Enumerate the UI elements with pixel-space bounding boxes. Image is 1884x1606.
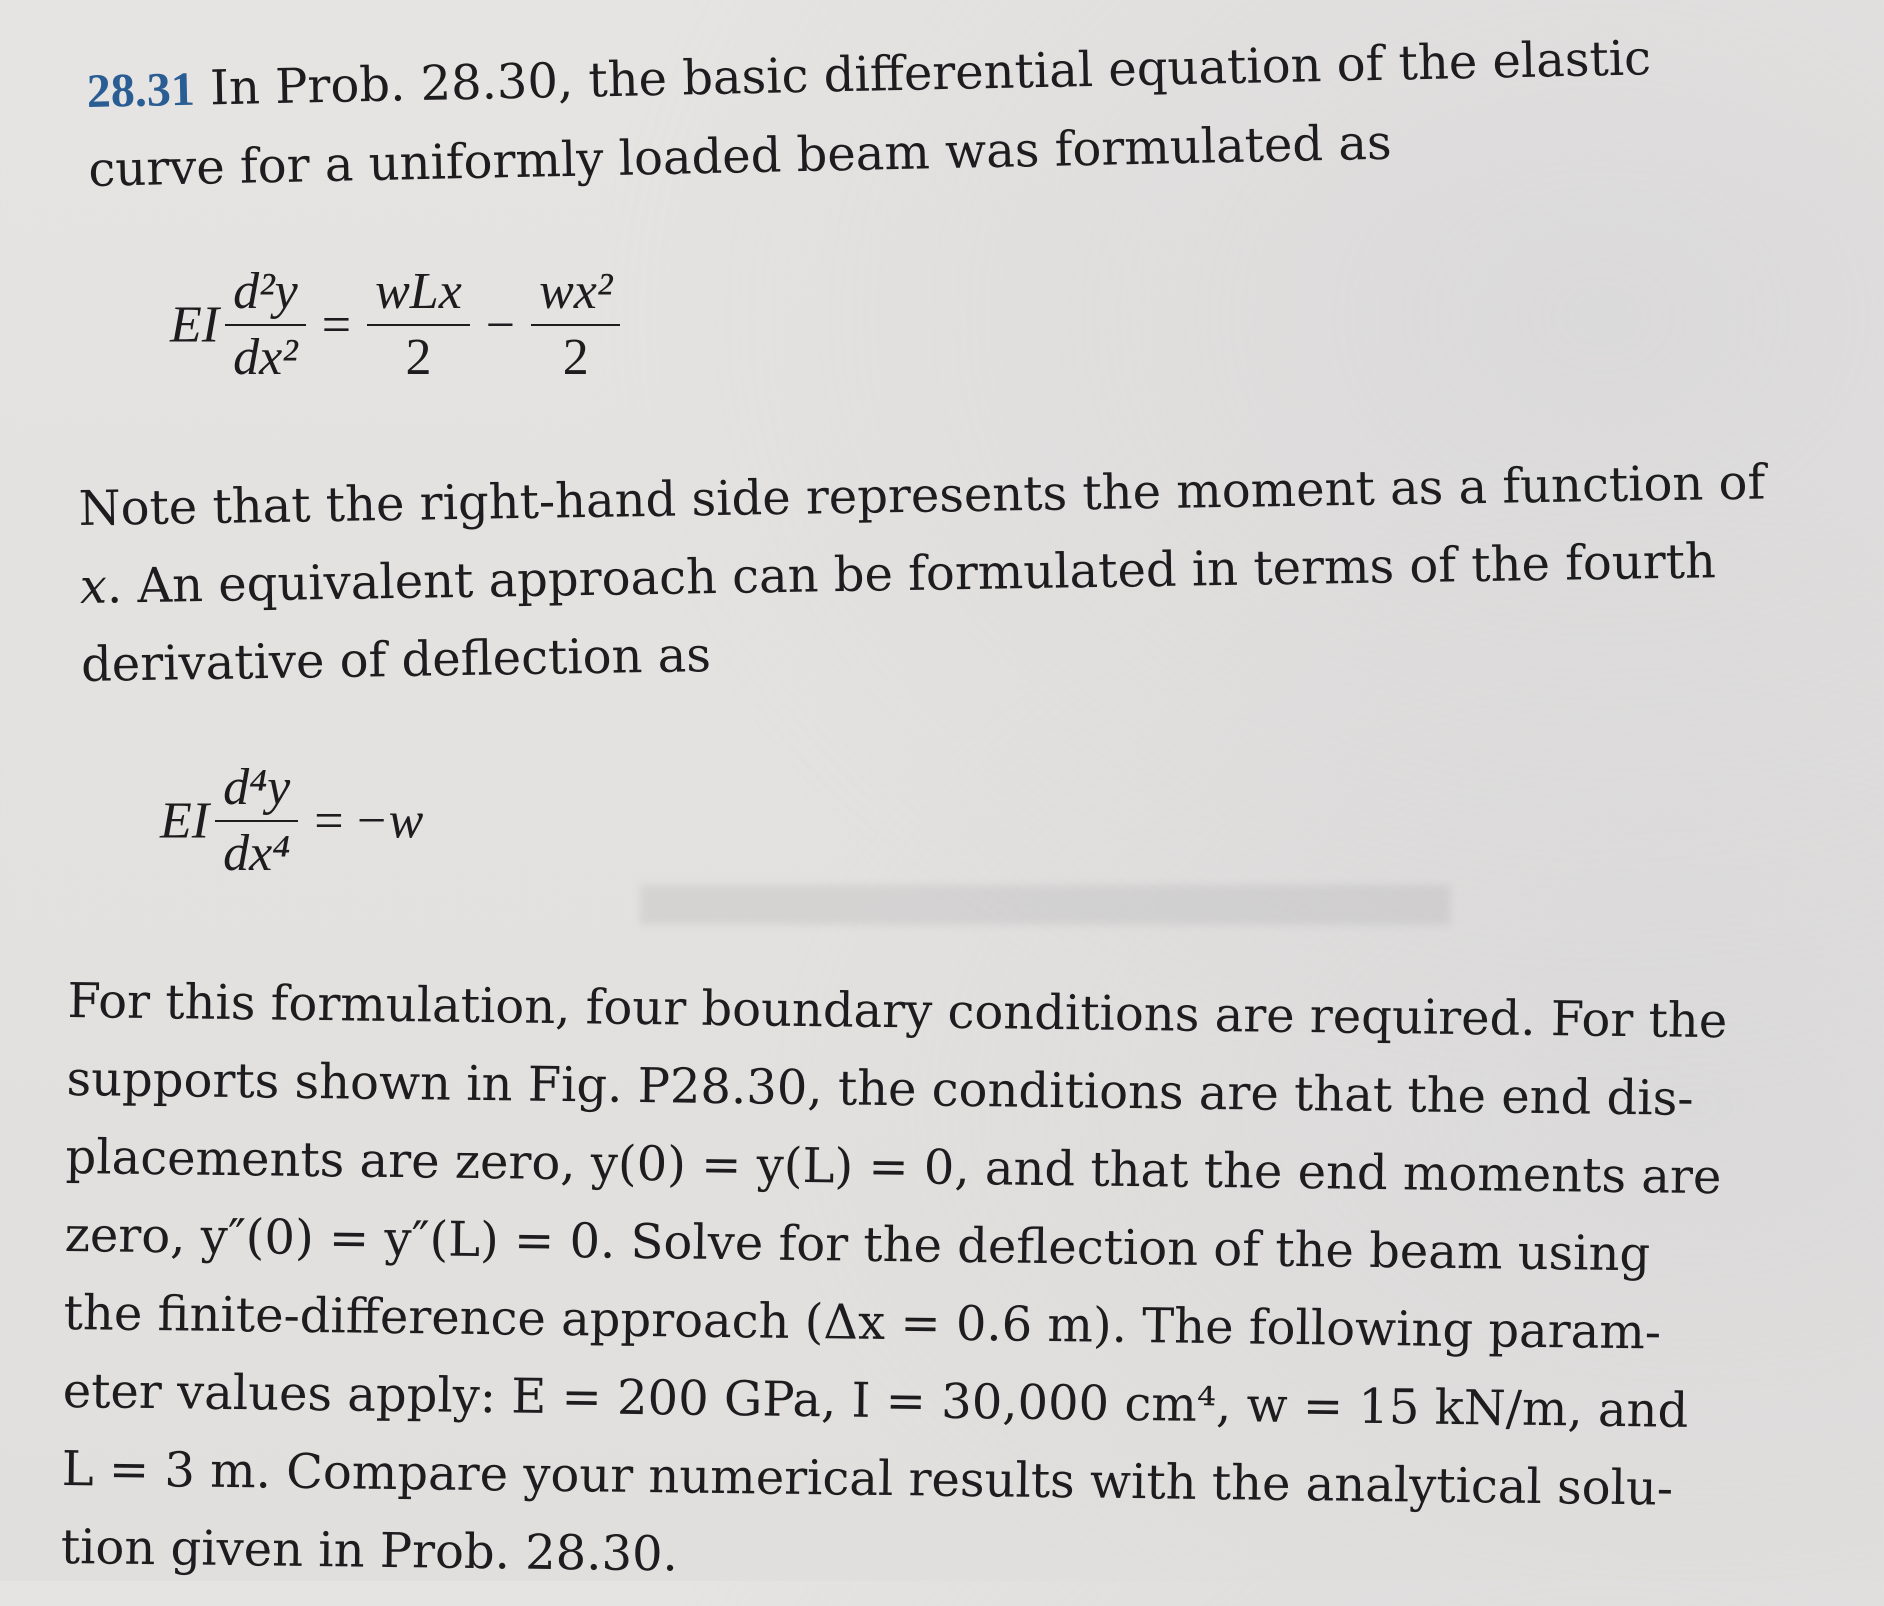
problem-intro-text: In Prob. 28.30, the basic differential equation of the elastic [194,30,1652,117]
eq1-frac3-denominator: 2 [562,329,589,386]
paragraph3-line1: For this formulation, four boundary conditions are required. For the [67,972,1728,1050]
eq2-fraction-d4y-dx4 [215,758,298,884]
paragraph3-line7: L = 3 m. Compare your numerical results with the analytical solu- [61,1440,1674,1517]
eq2-numerator: d⁴y [223,759,291,816]
fraction-bar [225,324,306,326]
fraction-bar [531,324,620,326]
eq1-fraction-wLx [367,262,470,388]
variable-x: x [79,558,108,615]
equation-fourth-order [160,758,423,884]
eq1-frac3-numerator: wx² [539,263,613,320]
eq1-frac2-denominator: 2 [405,329,432,386]
paragraph2-line1: Note that the right-hand side represents the moment as a function of [78,454,1766,537]
eq1-fraction-wx2 [531,262,620,388]
paragraph-boundary-conditions [60,962,1727,1606]
paragraph3-line4: zero, y″(0) = y″(L) = 0. Solve for the deflection of the beam using [64,1206,1651,1283]
paragraph2-line2-text: . An equivalent approach can be formulated in terms of the fourth [106,533,1717,615]
paragraph3-line2: supports shown in Fig. P28.30, the conditions are that the end dis- [66,1050,1694,1127]
eq1-equals: = [321,296,352,354]
paragraph3-line6: eter values apply: E = 200 GPa, I = 30,000 cm⁴, w = 15 kN/m, and [62,1362,1689,1439]
equation-second-order [170,262,626,388]
paragraph3-line8: tion given in Prob. 28.30. [60,1518,679,1583]
eq1-minus: − [485,296,516,354]
eq2-equals: = [314,792,344,850]
problem-intro-line2: curve for a uniformly loaded beam was formulated as [87,114,1393,198]
eq2-denominator: dx⁴ [223,825,291,882]
show-through-shadow [640,885,1450,925]
eq1-fraction-d2y-dx2 [225,262,306,388]
paragraph3-line3: placements are zero, y(0) = y(L) = 0, and that the end moments are [65,1128,1722,1206]
paragraph3-line5: the finite-difference approach (Δx = 0.6 m). The following param- [63,1284,1662,1361]
eq1-lhs: EI [170,296,220,354]
fraction-bar [215,820,298,822]
eq1-frac2-numerator: wLx [375,263,462,320]
paragraph-fourth-derivative [78,444,1768,704]
eq1-frac1-denominator: dx² [233,329,298,386]
eq1-frac1-numerator: d²y [233,263,298,320]
eq2-lhs: EI [160,792,210,850]
problem-number: 28.31 [86,62,196,118]
fraction-bar [367,324,470,326]
problem-intro [86,19,1653,209]
paragraph2-line3: derivative of deflection as [80,627,712,693]
eq2-rhs: −w [353,792,424,850]
